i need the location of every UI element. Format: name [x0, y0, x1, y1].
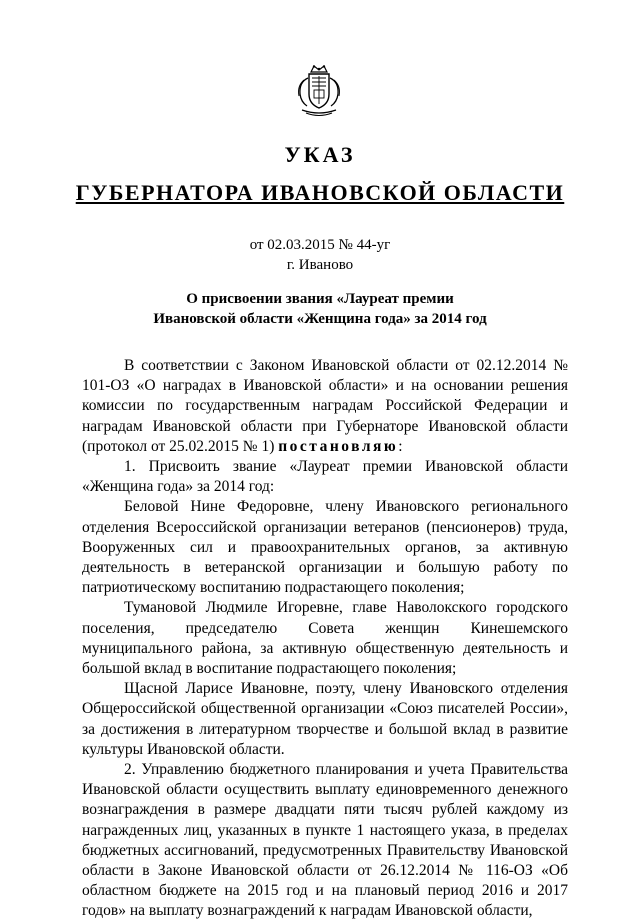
issuer-title: ГУБЕРНАТОРА ИВАНОВСКОЙ ОБЛАСТИ — [75, 180, 565, 205]
paragraph-preamble — [82, 356, 568, 457]
preamble-end: : — [398, 437, 403, 455]
paragraph-laureate-3: Щасной Ларисе Ивановне, поэту, члену Ивановского отделения Общероссийской общественной организации «Союз писателей России», за достижения в литературном творчестве и большой вклад в развитие культуры Ивановской области. — [82, 680, 568, 758]
preamble-text: В соответствии с Законом Ивановской области от 02.12.2014 № 101-ОЗ «О наградах в Ивановской области» и на основании решения комиссии по государственным наградам Российской Федерации и наградам Ивановской области при Губернаторе Ивановской области (протокол от 25.02.2015 № 1) — [82, 357, 568, 455]
paragraph-item-2: 2. Управлению бюджетного планирования и учета Правительства Ивановской области осуществить выплату единовременного денежного вознаграждения в размере двадцати пяти тысяч рублей каждому из награжденных лиц, указанных в пункте 1 настоящего указа, в пределах бюджетных ассигнований, предусмотренных Правительству Ивановской области в Законе Ивановской области от 26.12.2014 № 116-ОЗ «Об областном бюджете на 2015 год и на плановый период 2016 и 2017 годов» на выплату вознаграждений к наградам Ивановской области, — [82, 761, 568, 920]
paragraph-item-1: 1. Присвоить звание «Лауреат премии Ивановской области «Женщина года» за 2014 год: — [82, 458, 568, 496]
resolution-word: постановляю — [278, 437, 399, 455]
city: г. Иваново — [286, 257, 354, 273]
subject-line-1: О присвоении звания «Лауреат премии — [186, 291, 454, 307]
paragraph-laureate-1: Беловой Нине Федоровне, члену Ивановского регионального отделения Всероссийской организации ветеранов (пенсионеров) труда, Вооруженных сил и правоохранительных органов, за активную деятельность в ветеранской организации и большую работу по патриотическому воспитанию подрастающего поколения; — [82, 498, 568, 597]
subject-line-2: Ивановской области «Женщина года» за 2014 год — [153, 311, 487, 327]
decree-title: УКАЗ — [284, 142, 356, 167]
decree-body — [82, 356, 568, 922]
date-number: от 02.03.2015 № 44-уг — [249, 237, 391, 253]
coat-of-arms-emblem — [294, 64, 344, 118]
paragraph-laureate-2: Тумановой Людмиле Игоревне, главе Наволокского городского поселения, председателю Совета женщин Кинешемского муниципального района, за активную общественную деятельность и большой вклад в воспитание подрастающего поколения; — [82, 599, 568, 678]
